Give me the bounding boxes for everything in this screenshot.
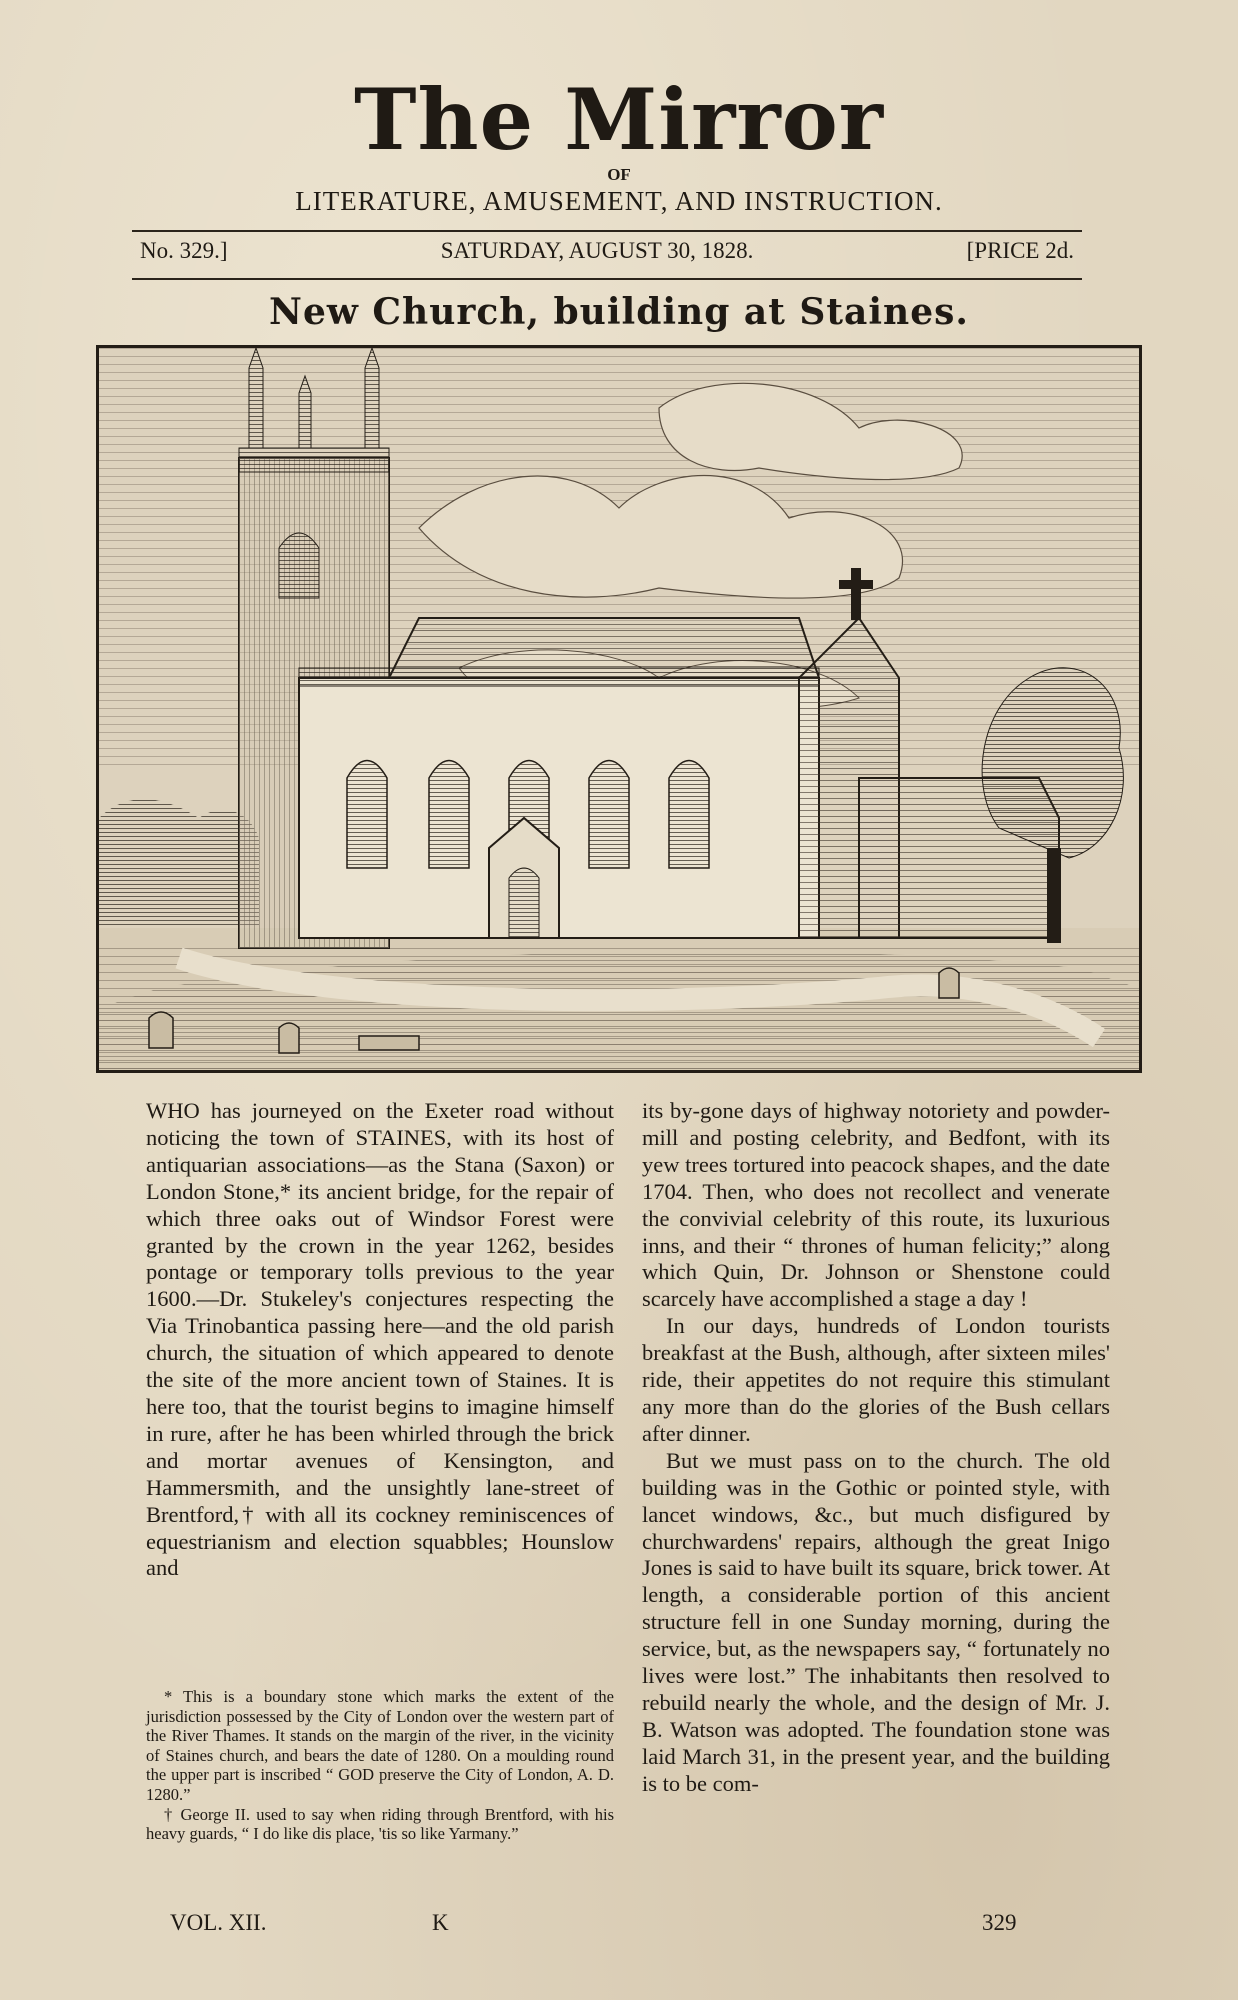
right-paragraph-1: its by-gone days of highway notoriety and powder-mill and posting celebrity, and Bedfont, with its yew trees tortured into peacock shapes, and the date 1704. Then, who does not recollect and venerate the convivial celebrity of this route, its luxurious inns, and their “ thrones of human felicity;” along which Quin, Dr. Johnson or Shenstone could scarcely have accomplished a stage a day !: [642, 1098, 1110, 1312]
footnote-2: † George II. used to say when riding through Brentford, with his heavy guards, “ I do like dis place, 'tis so like Yarmany.”: [146, 1804, 614, 1844]
church-illustration: [99, 348, 1139, 1070]
article-headline: New Church, building at Staines.: [269, 291, 969, 333]
top-rule: [132, 230, 1082, 232]
right-paragraph-2: In our days, hundreds of London tourists breakfast at the Bush, although, after sixteen miles' ride, their appetites do not require this stimulant any more than do the glories of the Bush cellars after dinner.: [642, 1313, 1110, 1446]
right-column: [642, 1098, 1110, 1798]
left-column: [146, 1098, 614, 1582]
issue-info-line: [140, 238, 1074, 264]
footnotes: [146, 1687, 614, 1844]
right-paragraph-3: But we must pass on to the church. The old building was in the Gothic or pointed style, with lancet windows, &c., but much disfigured by churchwardens' repairs, although the great Inigo Jones is said to have built its square, brick tower. At length, a considerable portion of this ancient structure fell in one Sunday morning, during the service, but, as the newspapers say, “ fortunately no lives were lost.” The inhabitants then resolved to rebuild nearly the whole, and the design of Mr. J. B. Watson was adopted. The foundation stone was laid March 31, in the present year, and the building is to be com-: [642, 1447, 1110, 1796]
issue-date: SATURDAY, AUGUST 30, 1828.: [440, 238, 754, 263]
church-engraving: [96, 345, 1142, 1073]
masthead-subtitle: LITERATURE, AMUSEMENT, AND INSTRUCTION.: [295, 186, 943, 216]
volume-label: VOL. XII.: [170, 1910, 267, 1935]
footnote-1: * This is a boundary stone which marks the extent of the jurisdiction possessed by the City of London over the western part of the River Thames. It stands on the margin of the river, in the vicinity of Staines church, and bears the date of 1280. On a moulding round the upper part is inscribed “ GOD preserve the City of London, A. D. 1280.”: [146, 1687, 614, 1804]
masthead-of: OF: [607, 165, 631, 184]
page-number: 329: [982, 1910, 1017, 1935]
left-paragraph: WHO has journeyed on the Exeter road without noticing the town of STAINES, with its host of antiquarian associations—as the Stana (Saxon) or London Stone,* its ancient bridge, for the repair of which three oaks out of Windsor Forest were granted by the crown in the year 1262, besides pontage or temporary tolls previous to the year 1600.—Dr. Stukeley's conjectures respecting the Via Trinobantica passing here—and the old parish church, the situation of which appeared to denote the site of the more ancient town of Staines. It is here too, that the tourist begins to imagine himself in rure, after he has been whirled through the brick and mortar avenues of Kensington, and Hammersmith, and the unsightly lane-street of Brentford,† with all its cockney reminiscences of equestrianism and election squabbles; Hounslow and: [146, 1098, 614, 1581]
signature-mark: K: [432, 1910, 449, 1935]
issue-number: No. 329.]: [140, 238, 228, 263]
bottom-rule: [132, 278, 1082, 280]
masthead-title: The Mirror: [354, 70, 884, 169]
issue-price: [PRICE 2d.: [966, 238, 1074, 263]
